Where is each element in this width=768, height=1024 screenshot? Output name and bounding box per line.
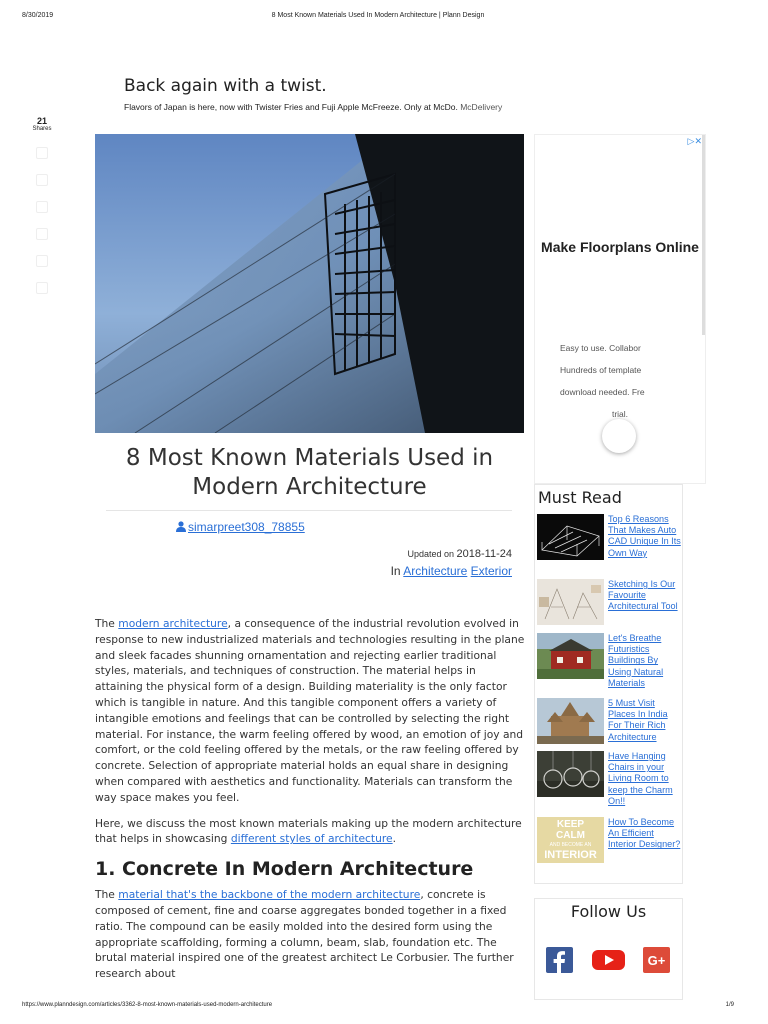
print-footer [22, 1002, 734, 1012]
share-rail [30, 116, 54, 294]
hero-building-illustration [95, 134, 524, 433]
sidebar-ad-scrollbar[interactable] [702, 135, 705, 335]
updated-label: Updated on [407, 549, 455, 559]
paragraph-discussion [95, 816, 525, 848]
natural-materials-thumbnail[interactable] [537, 633, 604, 679]
india-places-thumbnail[interactable] [537, 698, 604, 744]
p1-before: The [95, 617, 115, 630]
share-more-icon[interactable] [36, 282, 48, 294]
print-title: 8 Most Known Materials Used In Modern Architecture | Plann Design [271, 12, 485, 19]
print-page-number: 1/9 [725, 1002, 734, 1008]
category-link-architecture[interactable]: Architecture [403, 564, 468, 578]
hero-image [95, 134, 524, 433]
sidebar-ad-line: Hundreds of template [560, 365, 642, 375]
print-header [22, 12, 734, 22]
p3-before: The [95, 888, 115, 902]
adchoices-icon[interactable]: ▷✕ [687, 136, 702, 146]
keep-calm-word-1: KEEP [556, 819, 585, 830]
top-ad[interactable] [124, 76, 644, 112]
red-house-image [537, 633, 604, 679]
category-line [391, 564, 512, 578]
paragraph-intro [95, 616, 525, 806]
p2-after: . [392, 832, 397, 846]
follow-us-title: Follow Us [570, 902, 647, 921]
share-count: 21 [36, 116, 47, 126]
print-url: https://www.planndesign.com/articles/3362-8-most-known-materials-used-modern-architecture [22, 1002, 273, 1008]
hanging-chairs-image [537, 751, 604, 797]
ad-description-text: Flavors of Japan is here, now with Twister Fries and Fuji Apple McFreeze. Only at McDo. [124, 102, 458, 112]
must-read-title: Must Read [538, 488, 622, 507]
youtube-icon[interactable] [592, 947, 625, 973]
sidebar-ad-line: trial. [611, 409, 629, 419]
p1-after: , a consequence of the industrial revolution evolved in response to new industrialized materials and technologies resulting in the plane and sleek facades shunning ornamentation and rejecting earlier traditional styles, materials, and techniques of construction. The material helps in attaining the physical form of a design. Building materiality is the only factor which is tangible in nature. And this tangible component offers a variety of intangible emotions and feelings that can be controlled by selecting the right material. For instance, the warm feeling offered by wood, an emotion of joy and comfort, or the cold feeling offered by the metals, or the raw feeling offered by concrete. Selection of appropriate material holds an equal share in designing when compared with aesthetics and functionality. Materials can transform the way space makes you feel. [95, 617, 525, 804]
must-read-link[interactable]: Have Hanging Chairs in your Living Room to keep the Charm On!! [608, 751, 673, 806]
sidebar-ad-text [535, 340, 705, 423]
keep-calm-poster-image [537, 817, 604, 863]
updated-value: 2018-11-24 [456, 548, 512, 560]
interior-designer-thumbnail[interactable] [537, 817, 604, 863]
keep-calm-word-3: AND BECOME AN [549, 842, 592, 848]
facebook-icon[interactable] [546, 947, 573, 973]
paragraph-concrete [95, 887, 525, 982]
author-link[interactable]: simarpreet308_78855 [188, 520, 305, 534]
article-title: 8 Most Known Materials Used in Modern Architecture [125, 445, 494, 500]
must-read-link[interactable]: Let's Breathe Futuristics Buildings By Using Natural Materials [608, 633, 664, 688]
temple-image [537, 698, 604, 744]
sketch-thumbnail[interactable] [537, 579, 604, 625]
must-read-widget [534, 484, 683, 884]
section-heading-concrete: 1. Concrete In Modern Architecture [95, 858, 474, 881]
sidebar-ad-cta-button[interactable] [602, 419, 636, 453]
sidebar-ad-title[interactable]: Make Floorplans Online [541, 239, 699, 255]
must-read-link[interactable]: Top 6 Reasons That Makes Auto CAD Unique In Its Own Way [608, 514, 681, 558]
hanging-chairs-thumbnail[interactable] [537, 751, 604, 797]
category-prefix: In [390, 564, 401, 578]
sidebar-ad-line: download needed. Fre [560, 387, 645, 397]
share-linkedin-icon[interactable] [36, 228, 48, 240]
follow-us-widget [534, 898, 683, 1000]
google-plus-icon[interactable] [643, 947, 670, 973]
must-read-link[interactable]: Sketching Is Our Favourite Architectural Tool [608, 579, 678, 612]
must-read-link[interactable]: 5 Must Visit Places In India For Their Rich Architecture [608, 698, 668, 742]
updated-date [407, 548, 512, 560]
styles-of-architecture-link[interactable]: different styles of architecture [230, 832, 393, 846]
must-read-link[interactable]: How To Become An Efficient Interior Designer? [608, 817, 681, 850]
category-link-exterior[interactable]: Exterior [470, 564, 512, 578]
keep-calm-word-2: CALM [556, 830, 585, 841]
sidebar-ad-line: Easy to use. Collabor [560, 343, 641, 353]
article-author [176, 520, 305, 534]
article-body [95, 616, 525, 992]
print-date: 8/30/2019 [22, 12, 54, 19]
ad-description [124, 102, 644, 112]
p2-before: Here, we discuss the most known materials making up the modern architecture that helps in showcasing [95, 816, 522, 846]
p3-after: , concrete is composed of cement, fine and coarse aggregates bonded together in a fixed ratio. The compound can be easily molded into the desired form using the appropriate scaffolding, forming a column, beam, slab, foundation etc. The brutal material inspired one of the greatest architect Le Corbusier. The further research about [95, 888, 514, 981]
modern-architecture-link[interactable]: modern architecture [118, 617, 228, 630]
autocad-thumbnail[interactable] [537, 514, 604, 560]
svg-text:G+: G+ [647, 953, 666, 968]
ad-headline[interactable]: Back again with a twist. [124, 76, 327, 96]
share-facebook-icon[interactable] [36, 147, 48, 159]
keep-calm-word-4: INTERIOR [544, 849, 597, 861]
backbone-material-link[interactable]: material that's the backbone of the modern architecture [118, 888, 421, 902]
share-email-icon[interactable] [36, 255, 48, 267]
share-twitter-icon[interactable] [36, 174, 48, 186]
ad-brand[interactable]: McDelivery [460, 102, 503, 112]
sidebar-ad[interactable] [534, 134, 706, 484]
share-pinterest-icon[interactable] [36, 201, 48, 213]
user-icon [176, 521, 186, 532]
sketch-image [537, 579, 604, 625]
title-divider [106, 510, 512, 511]
autocad-drawing-image [537, 514, 604, 560]
share-label: Shares [32, 126, 52, 132]
